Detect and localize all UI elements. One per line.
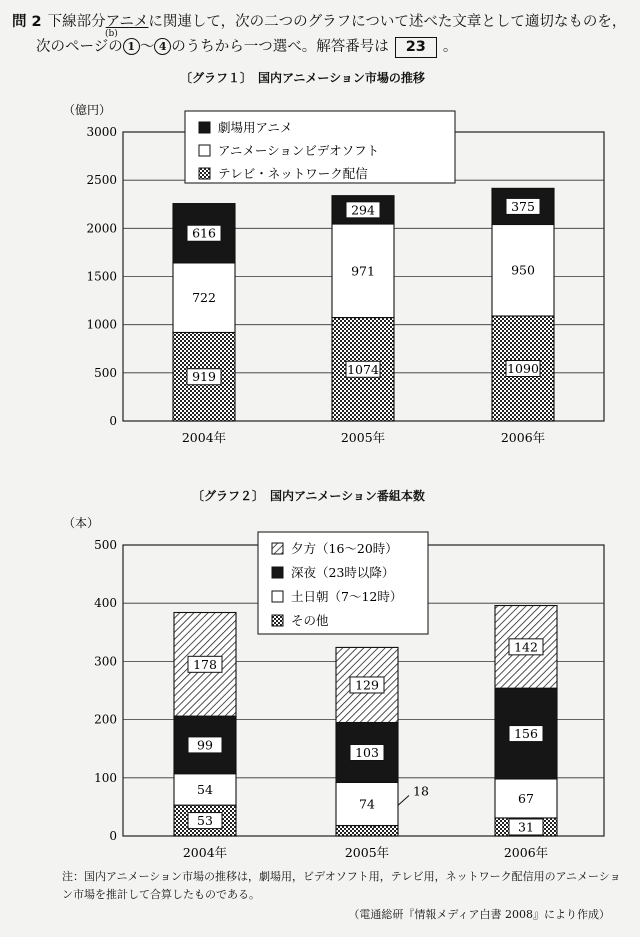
y-axis-label: （本） [63,516,100,530]
x-tick-label: 2004年 [182,845,228,860]
y-tick-label: 0 [109,414,117,428]
chart1 [63,102,604,445]
data-label: 178 [193,656,217,672]
question-text-part: 次のページの [36,39,123,55]
data-label: 722 [192,290,216,306]
legend-swatch [272,615,283,626]
data-label: 1074 [347,361,379,377]
legend-swatch [272,567,283,578]
x-tick-label: 2004年 [181,430,227,445]
data-label: 74 [359,796,375,812]
legend-swatch [199,122,210,133]
legend-label: 夕方（16〜20時） [291,541,398,556]
y-tick-label: 2500 [86,173,117,188]
legend-swatch [199,168,210,179]
legend-swatch [272,543,283,554]
question-text-part: に関連して，次の二つのグラフについて述べた文章として適切なものを， [148,14,627,30]
data-label: 1090 [507,360,539,376]
data-label: 950 [511,262,535,278]
source-note: （電通総研『情報メディア白書 2008』により作成） [348,908,610,921]
legend-label: アニメーションビデオソフト [218,143,380,158]
question-text-part: 下線部分 [47,14,106,30]
chart-note: 注：国内アニメーション市場の推移は，劇場用，ビデオソフト用，テレビ用，ネットワーク配信用のアニメーション市場を推計して合算したものである。 [62,870,621,901]
y-tick-label: 1500 [86,269,117,284]
y-tick-label: 500 [94,365,117,380]
y-tick-label: 400 [94,596,117,611]
answer-number-box: 23 [395,37,437,58]
legend-swatch [199,145,210,156]
data-label: 616 [192,225,216,241]
data-label: 53 [197,813,213,829]
data-label: 375 [511,198,535,214]
x-tick-label: 2005年 [344,845,390,860]
question-number: 問 2 [12,14,42,30]
y-tick-label: 200 [94,712,117,727]
data-label: 129 [355,677,379,693]
y-tick-label: 1000 [86,317,117,332]
x-tick-label: 2005年 [340,430,386,445]
data-label: 142 [514,639,538,655]
data-label: 294 [351,202,375,218]
legend-swatch [272,591,283,602]
y-tick-label: 0 [109,829,117,843]
question-text-part: のうちから一つ選べ。解答番号は [171,39,389,55]
data-label: 971 [351,263,375,279]
data-label: 919 [192,369,216,385]
y-tick-label: 100 [94,770,117,785]
y-tick-label: 500 [94,538,117,552]
b-mark: (b) [105,29,118,39]
question-text-part: 。 [442,39,458,55]
chart1-title: 〔グラフ１〕 国内アニメーション市場の推移 [180,71,425,85]
data-label: 156 [514,726,538,742]
x-tick-label: 2006年 [500,430,546,445]
y-tick-label: 300 [94,654,117,669]
y-tick-label: 2000 [86,221,117,236]
underlined-word: アニメ [105,14,149,30]
legend-label: その他 [291,613,329,628]
choice-start-circle: 1 [123,38,140,55]
legend-label: 土日朝（7〜12時） [291,589,403,604]
legend-label: 劇場用アニメ [218,120,293,135]
callout-label: 18 [413,783,429,799]
legend-label: 深夜（23時以降） [291,565,395,580]
chart2-title: 〔グラフ２〕 国内アニメーション番組本数 [192,489,425,503]
data-label: 103 [355,744,379,760]
y-axis-label: （億円） [63,103,112,117]
data-label: 99 [197,737,213,753]
data-label: 67 [518,790,534,806]
chart2 [63,515,604,860]
choice-end-circle: 4 [154,38,171,55]
data-label: 31 [518,819,534,835]
question-text-part: 〜 [139,39,155,55]
legend-label: テレビ・ネットワーク配信 [218,166,368,181]
bar-segment [336,826,398,836]
y-tick-label: 3000 [86,125,117,139]
data-label: 54 [197,781,213,797]
x-tick-label: 2006年 [503,845,549,860]
